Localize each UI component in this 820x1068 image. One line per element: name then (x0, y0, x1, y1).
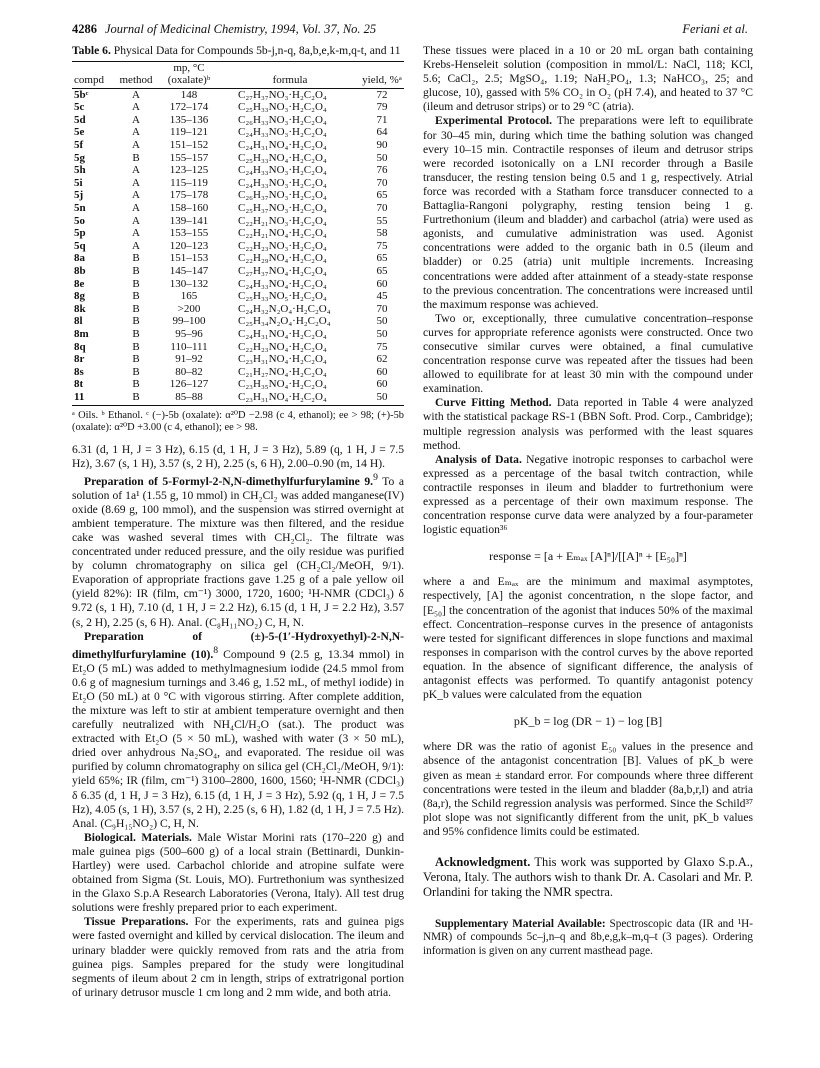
cell-yield: 75 (376, 340, 388, 353)
col-header-formula: formula (220, 74, 360, 88)
cell-compd: 8e (74, 277, 85, 290)
table-row (72, 378, 404, 391)
cell-method: B (132, 302, 140, 315)
col-header-mp-unit: mp, °C (158, 61, 220, 74)
paragraph-analysis-of-data (423, 453, 753, 538)
cell-formula: C₂₁H₂₇NO₄·H₂C₂O₄ (238, 365, 327, 378)
table-row (72, 315, 404, 328)
table-row (72, 366, 404, 379)
heading-experimental-protocol: Experimental Protocol. (435, 114, 553, 128)
cell-formula: C₂₄H₃₁NO₄·H₂C₂O₄ (238, 327, 327, 340)
cell-method: B (132, 340, 140, 353)
cell-yield: 65 (376, 189, 388, 202)
cell-yield: 65 (376, 252, 388, 265)
cell-mp: 120–123 (169, 239, 209, 252)
cell-yield: 75 (376, 239, 388, 252)
cell-formula: C₂₅H₃₃NO₄·H₂C₂O₄ (238, 151, 327, 164)
cell-yield: 60 (376, 365, 388, 378)
cell-compd: 8g (74, 290, 85, 303)
cell-yield: 50 (376, 315, 388, 328)
table-row (72, 278, 404, 291)
acknowledgment (423, 855, 753, 900)
cell-compd: 5j (74, 189, 84, 202)
heading-supplementary: Supplementary Material Available: (435, 917, 606, 930)
body-tissue-preparations: For the experiments, rats and guinea pigs were fasted overnight and killed by cervical dislocation. The ileum and urinary bladder were quickly removed from rats and the atria from guinea pigs. Samples prepared for the study were longitudinal segments of ileum about 2 cm in length, strips of extratrigonal portion of urinary detrusor muscle 1 cm long and 2 mm wide, and both atria. (72, 915, 404, 999)
paragraph-schild: where DR was the ratio of agonist E₅₀ values in the presence and absence of the antagonist concentration [B]. Values of pK_b were given as mean ± standard error. For compounds where three different concentrations were tested in the ileum and bladder (8a,b,r,l) and atria (8a,r), the Schild regression analysis was performed. Since the Schild³⁷ plot slope was not significantly different from the unit, pK_b values and 95% confidence limits could be estimated. (423, 740, 753, 838)
cell-formula: C₂₅H₃₇NO₃·H₂C₂O₄ (238, 202, 327, 215)
cell-yield: 60 (376, 277, 388, 290)
cell-mp: 130–132 (169, 277, 209, 290)
heading-curve-fitting: Curve Fitting Method. (435, 396, 552, 410)
cell-formula: C₂₂H₂₃NO₄·H₂C₂O₄ (238, 340, 327, 353)
cell-mp: 158–160 (169, 202, 209, 215)
cell-formula: C₂₇H₃₇NO₄·H₂C₂O₄ (238, 265, 327, 277)
body-prep-9: To a solution of 1a¹ (1.55 g, 10 mmol) in CH₂Cl₂ was added manganese(IV) oxide (8.69 g, 100 mmol), and the suspension was stirred overnight at ambient temperature. The mixture was then filtered, and the residue cake was washed several times with CH₂Cl₂. The filtrate was concentrated under reduced pressure, and the oily residue was purified by column chromatography on silica gel (CH₂Cl₂/MeOH, 9/1). Evaporation of appropriate fractions gave 1.25 g of a pale yellow oil (yield 82%): IR (film, cm⁻¹) 3000, 1720, 1600; ¹H-NMR (CDCl₃) δ 9.72 (s, 1 H), 7.10 (d, 1 H, J = 2.2 Hz), 6.15 (d, 1 H, J = 2.2 Hz), 3.57 (s, 2 H), 2.25 (s, 6 H). Anal. (C₈H₁₁NO₂) C, H, N. (72, 474, 404, 629)
body-curve-fitting: Data reported in Table 4 were analyzed with the statistical package RS-1 (BBN Soft. Prod. Corp., Cambridge); multiple regression analysis was performed with the least squares method. (423, 396, 753, 452)
cell-yield: 60 (376, 378, 388, 391)
header-left (72, 22, 376, 37)
cell-method: A (132, 139, 140, 152)
cell-mp: >200 (177, 302, 201, 315)
right-column (423, 44, 753, 958)
table-row (72, 152, 404, 165)
cell-yield: 50 (376, 327, 388, 340)
table-row (72, 189, 404, 202)
cell-method: A (132, 88, 140, 101)
cell-mp: 148 (180, 88, 198, 101)
cell-yield: 50 (376, 151, 388, 164)
paragraph-tissue-preparations (72, 915, 404, 1000)
body-prep-10: Compound 9 (2.5 g, 13.34 mmol) in Et₂O (5 mL) was added to methylmagnesium iodide (24.5 mmol from 0.6 g of magnesium turnings and 3.46 g, 1.52 mL, of methyl iodide) in Et₂O (50 mL) at 0 °C with vigorous stirring. After complete addition, the mixture was left to stir at ambient temperature overnight and then carefully neutralized with NH₄Cl/H₂O (sat.). The product was extracted with Et₂O (5 × 50 mL), washed with water (3 × 50 mL), dried over anhydrous Na₂SO₄, and evaporated. The residue oil was purified by column chromatography on silica gel (CH₂Cl₂/MeOH, 9/1): yield 65%; IR (film, cm⁻¹) 3100–2800, 1600, 1560; ¹H-NMR (CDCl₃) δ 6.35 (d, 1 H, J = 3 Hz), 6.15 (d, 1 H, J = 3 Hz), 5.92 (q, 1 H, J = 7.5 Hz), 4.05 (s, 1 H), 3.57 (s, 2 H), 2.25 (s, 6 H), 1.82 (d, 1 H, J = 7.5 Hz). Anal. (C₉H₁₅NO₂) C, H, N. (72, 647, 404, 830)
table-row (72, 290, 404, 303)
col-header-method: method (114, 74, 158, 88)
cell-compd: 5e (74, 126, 85, 139)
cell-yield: 70 (376, 202, 388, 215)
cell-method: A (132, 189, 140, 202)
table-row (72, 227, 404, 240)
cell-mp: 119–121 (169, 126, 209, 139)
cell-mp: 153–155 (169, 227, 209, 240)
cell-yield: 90 (376, 139, 388, 152)
cell-mp: 145–147 (169, 265, 209, 277)
col-header-mp: (oxalate)ᵇ (158, 74, 220, 88)
table-row (72, 240, 404, 253)
cell-method: B (132, 353, 140, 366)
cell-compd: 8l (74, 315, 83, 328)
cell-formula: C₂₅H₃₃NO₅·H₂C₂O₄ (238, 290, 327, 303)
ref-prep-10: 8 (213, 644, 219, 656)
table6-caption-label: Table 6. (72, 44, 111, 57)
cell-compd: 8q (74, 340, 86, 353)
cell-formula: C₂₅H₃₃NO₃·H₂C₂O₄ (238, 101, 327, 114)
paragraph-biological-materials (72, 831, 404, 916)
cell-method: B (132, 277, 140, 290)
cell-method: A (132, 239, 140, 252)
body-acknowledgment: This work was supported by Glaxo S.p.A., Verona, Italy. The authors wish to thank Dr. A. Casolari and Mr. P. Orlandini for taking the NMR spectra. (423, 854, 753, 899)
left-column (72, 44, 404, 1000)
heading-biological-materials: Biological. Materials. (84, 830, 192, 844)
cell-formula: C₂₄H₃₂N₂O₄·H₂C₂O₄ (238, 302, 331, 315)
table-row (72, 303, 404, 316)
cell-mp: 123–125 (169, 164, 209, 177)
cell-yield: 65 (376, 265, 388, 277)
cell-yield: 45 (376, 290, 388, 303)
cell-method: A (132, 101, 140, 114)
heading-analysis-of-data: Analysis of Data. (435, 452, 522, 466)
table-row (72, 353, 404, 366)
table-row (72, 202, 404, 215)
paragraph-curve-fitting (423, 396, 753, 452)
cell-mp: 99–100 (172, 315, 206, 328)
cell-mp: 175–178 (169, 189, 209, 202)
table-row (72, 177, 404, 190)
cell-formula: C₂₆H₃₇NO₃·H₂C₂O₄ (238, 189, 327, 202)
cell-mp: 139–141 (169, 214, 209, 227)
header-authors: Feriani et al. (682, 22, 748, 36)
body-supplementary: Spectroscopic data (IR and ¹H-NMR) of compounds 5c–j,n–q and 8b,e,g,k–m,q–t (3 pages). Ordering information is given on any current masthead page. (423, 917, 753, 957)
cell-formula: C₂₄H₃₃NO₄·H₂C₂O₄ (238, 277, 327, 290)
cell-yield: 64 (376, 126, 388, 139)
heading-acknowledgment: Acknowledgment. (435, 854, 531, 869)
cell-compd: 5bᶜ (74, 88, 89, 101)
table-row (72, 139, 404, 152)
cell-yield: 62 (376, 353, 388, 366)
cell-compd: 5d (74, 113, 86, 126)
cell-yield: 70 (376, 176, 388, 189)
cell-formula: C₂₄H₃₁NO₄·H₂C₂O₄ (238, 139, 327, 152)
table6-caption-text: Physical Data for Compounds 5b-j,n-q, 8a,b,e,k-m,q-t, and 11 (113, 44, 401, 57)
cell-compd: 8m (74, 327, 89, 340)
table-row (72, 252, 404, 265)
cell-yield: 76 (376, 164, 388, 177)
table-row (72, 126, 404, 139)
cell-mp: 155–157 (169, 151, 209, 164)
heading-tissue-preparations: Tissue Preparations. (84, 915, 189, 929)
table-row (72, 101, 404, 114)
cell-method: B (132, 378, 140, 391)
paragraph-prep-9 (72, 471, 404, 630)
cell-formula: C₂₄H₃₃NO₃·H₂C₂O₄ (238, 126, 327, 139)
cell-formula: C₂₂H₂₉NO₄·H₂C₂O₄ (238, 252, 327, 265)
cell-formula: C₂₂H₂₁NO₃·H₂C₂O₄ (238, 214, 327, 227)
cell-compd: 5g (74, 151, 85, 164)
cell-mp: 110–111 (170, 340, 208, 353)
supplementary-material (423, 918, 753, 959)
paragraph-nmr-tail: 6.31 (d, 1 H, J = 3 Hz), 6.15 (d, 1 H, J = 3 Hz), 5.89 (q, 1 H, J = 7.5 Hz), 3.67 (s, 1 H), 3.57 (s, 2 H), 2.25 (s, 6 H), 2.00–0.90 (m, 14 H). (72, 442, 404, 470)
cell-formula: C₂₅H₃₄N₂O₄·H₂C₂O₄ (238, 315, 331, 328)
cell-mp: 91–92 (175, 353, 203, 366)
cell-compd: 8a (74, 252, 85, 265)
cell-method: B (132, 315, 140, 328)
cell-method: B (132, 265, 140, 277)
table-row (72, 114, 404, 127)
body-experimental-protocol: The preparations were left to equilibrate for 30–45 min, during which time the bathing solution was changed every 10–15 min. Contractile responses of ileum and detrusor strips were recorded isotonically on a LNI recorder through a Basile transducer, the resting tension being 0.5 and 1 g, respectively. Atrial force was recorded with a Statham force transducer connected to a Battaglia-Rangoni polygraphy, resting tension being 1 g. Furtrethonium (ileum and bladder) and carbachol (atria) were used as agonists, and cumulative administration was used. Agonist concentrations were added to the organic bath in 0.5 (ileum and bladder) or 0.25 (atria) unit multiple increments. Increasing concentrations were added after attainment of a steady-state response to the previous concentration. The concentrations were increased until the maximum response was achieved. (423, 114, 753, 311)
cell-mp: 126–127 (169, 378, 209, 391)
table6-body (72, 88, 404, 405)
cell-yield: 71 (376, 113, 388, 126)
page-number: 4286 (72, 22, 97, 36)
cell-compd: 5i (74, 176, 83, 189)
ref-prep-9: 9 (373, 471, 378, 483)
cell-compd: 11 (72, 391, 114, 405)
cell-compd: 8s (74, 365, 84, 378)
cell-method: A (132, 164, 140, 177)
cell-method: B (132, 252, 140, 265)
cell-method: B (132, 365, 140, 378)
cell-method: B (132, 290, 140, 303)
cell-compd: 8b (74, 265, 86, 277)
cell-mp: 85–88 (158, 391, 220, 405)
cell-formula: C₂₄H₃₃NO₃·H₂C₂O₄ (238, 176, 327, 189)
cell-method: A (132, 113, 140, 126)
paragraph-prep-10 (72, 630, 404, 831)
cell-compd: 5h (74, 164, 86, 177)
cell-compd: 5q (74, 239, 86, 252)
cell-yield: 50 (360, 391, 404, 405)
cell-formula: C₂₃H₃₁NO₄·H₂C₂O₄ (238, 353, 327, 366)
heading-prep-9: Preparation of 5-Formyl-2-N,N-dimethylfurfurylamine 9. (84, 474, 374, 488)
cell-compd: 5f (74, 139, 84, 152)
cell-compd: 5p (74, 227, 86, 240)
table6 (72, 61, 404, 406)
paragraph-experimental-protocol (423, 114, 753, 311)
cell-formula: C₂₃H₃₁NO₄·H₂C₂O₄ (220, 391, 360, 405)
equation-pkb: pK_b = log (DR − 1) − log [B] (513, 714, 663, 729)
page-header (72, 22, 748, 40)
table-row (72, 215, 404, 228)
cell-mp: 172–174 (169, 101, 209, 114)
cell-formula: C₂₇H₃₇NO₃·H₂C₂O₄ (238, 88, 327, 101)
cell-mp: 80–82 (175, 365, 203, 378)
paragraph-organ-bath: These tissues were placed in a 10 or 20 mL organ bath containing Krebs-Henseleit solution (composition in mmol/L: NaCl, 118; KCl, 5.6; CaCl₂, 2.5; MgSO₄, 1.19; NaH₂PO₄, 1.3; NaHCO₃, 25; and glucose, 10), gassed with 5% CO₂ in O₂ (pH 7.4), and heated to 37 °C (ileum and detrusor strips) or to 29 °C (atria). (423, 44, 753, 114)
heading-prep-10: Preparation of (±)-5-(1′-Hydroxyethyl)-2-N,N-dimethylfurfurylamine (10). (72, 629, 404, 661)
cell-mp: 165 (180, 290, 198, 303)
cell-method: B (132, 327, 140, 340)
table-row (72, 341, 404, 354)
cell-mp: 95–96 (175, 327, 203, 340)
cell-method: A (132, 214, 140, 227)
cell-formula: C₂₆H₃₃NO₃·H₂C₂O₄ (238, 113, 327, 126)
cell-formula: C₂₂H₂₁NO₄·H₂C₂O₄ (238, 227, 327, 240)
cell-mp: 151–153 (169, 252, 209, 265)
cell-yield: 79 (376, 101, 388, 114)
cell-formula: C₂₃H₃₅NO₄·H₂C₂O₄ (238, 378, 327, 391)
table-row (72, 265, 404, 278)
cell-method: A (132, 227, 140, 240)
paragraph-equation-explanation: where a and Eₘₐₓ are the minimum and maximal asymptotes, respectively, [A] the agonist concentration, n the slope factor, and [E₅₀] the concentration of the agonist that induces 50% of the maximal effect. Concentration–response curves in the presence of antagonists were tested for significant differences in slope functions and maximal responses in comparison with the control curves by the above reported equation. In the absence of significant difference, the analysis of antagonist effects was performed. To quantify antagonist potency pK_b values were calculated from the equation (423, 575, 753, 702)
col-header-compd: compd (72, 74, 114, 88)
table-row (72, 391, 404, 405)
cell-compd: 5n (74, 202, 86, 215)
cell-mp: 135–136 (169, 113, 209, 126)
cell-method: B (114, 391, 158, 405)
table-row (72, 88, 404, 101)
cell-formula: C₂₂H₂₃NO₃·H₂C₂O₄ (238, 239, 327, 252)
cell-yield: 70 (376, 302, 388, 315)
cell-method: A (132, 126, 140, 139)
table6-footnote: ᵃ Oils. ᵇ Ethanol. ᶜ (−)-5b (oxalate): α²⁰D −2.98 (c 4, ethanol); ee > 98; (+)-5b (oxalate): α²⁰D +3.00 (c 4, ethanol); ee > 98. (72, 409, 404, 434)
cell-compd: 5o (74, 214, 85, 227)
cell-method: A (132, 202, 140, 215)
cell-method: B (132, 151, 140, 164)
body-biological-materials: Male Wistar Morini rats (170–220 g) and male guinea pigs (500–600 g) of a local strain (Bettinardi, Dunkin-Hartley) were used. Carbachol chloride and atropine sulfate were obtained from Sigma (St. Louis, MO). Furtrethonium was synthesized in the Glaxo S.p.A Research Laboratories (Verona, Italy). All test drug solutions were freshly prepared prior to each experiment. (72, 830, 405, 915)
journal-citation: Journal of Medicinal Chemistry, 1994, Vol. 37, No. 25 (105, 22, 377, 36)
table6-caption (72, 44, 404, 58)
cell-method: A (132, 176, 140, 189)
equation-logistic: response = [a + Eₘₐₓ [A]ⁿ]/[[A]ⁿ + [E₅₀]ⁿ] (489, 549, 687, 564)
table-row (72, 328, 404, 341)
cell-yield: 58 (376, 227, 388, 240)
cell-mp: 151–152 (169, 139, 209, 152)
paragraph-reference-curves: Two or, exceptionally, three cumulative concentration–response curves for appropriate reference agonists were constructed. Once two consecutive similar curves were obtained, a final cumulative concentration response curve was repeated after the tissues had been allowed to equilibrate for at least 30 min with the compound under examination. (423, 311, 753, 396)
cell-compd: 8r (74, 353, 85, 366)
cell-yield: 55 (376, 214, 388, 227)
cell-compd: 8t (74, 378, 84, 391)
cell-formula: C₂₄H₃₃NO₃·H₂C₂O₄ (238, 164, 327, 177)
cell-mp: 115–119 (170, 176, 208, 189)
cell-yield: 72 (376, 88, 388, 101)
table-row (72, 164, 404, 177)
body-analysis-of-data: Negative inotropic responses to carbachol were expressed as a percentage of the basal twitch contraction, while contractile responses in ileum and bladder to furtrethonium were expressed as a percentage of their own maximum response. The concentration response curve data were analyzed by a four-parameter logistic equation³⁶ (423, 452, 753, 537)
cell-compd: 5c (74, 101, 85, 114)
cell-compd: 8k (74, 302, 86, 315)
col-header-yield: yield, %ᵃ (360, 74, 404, 88)
